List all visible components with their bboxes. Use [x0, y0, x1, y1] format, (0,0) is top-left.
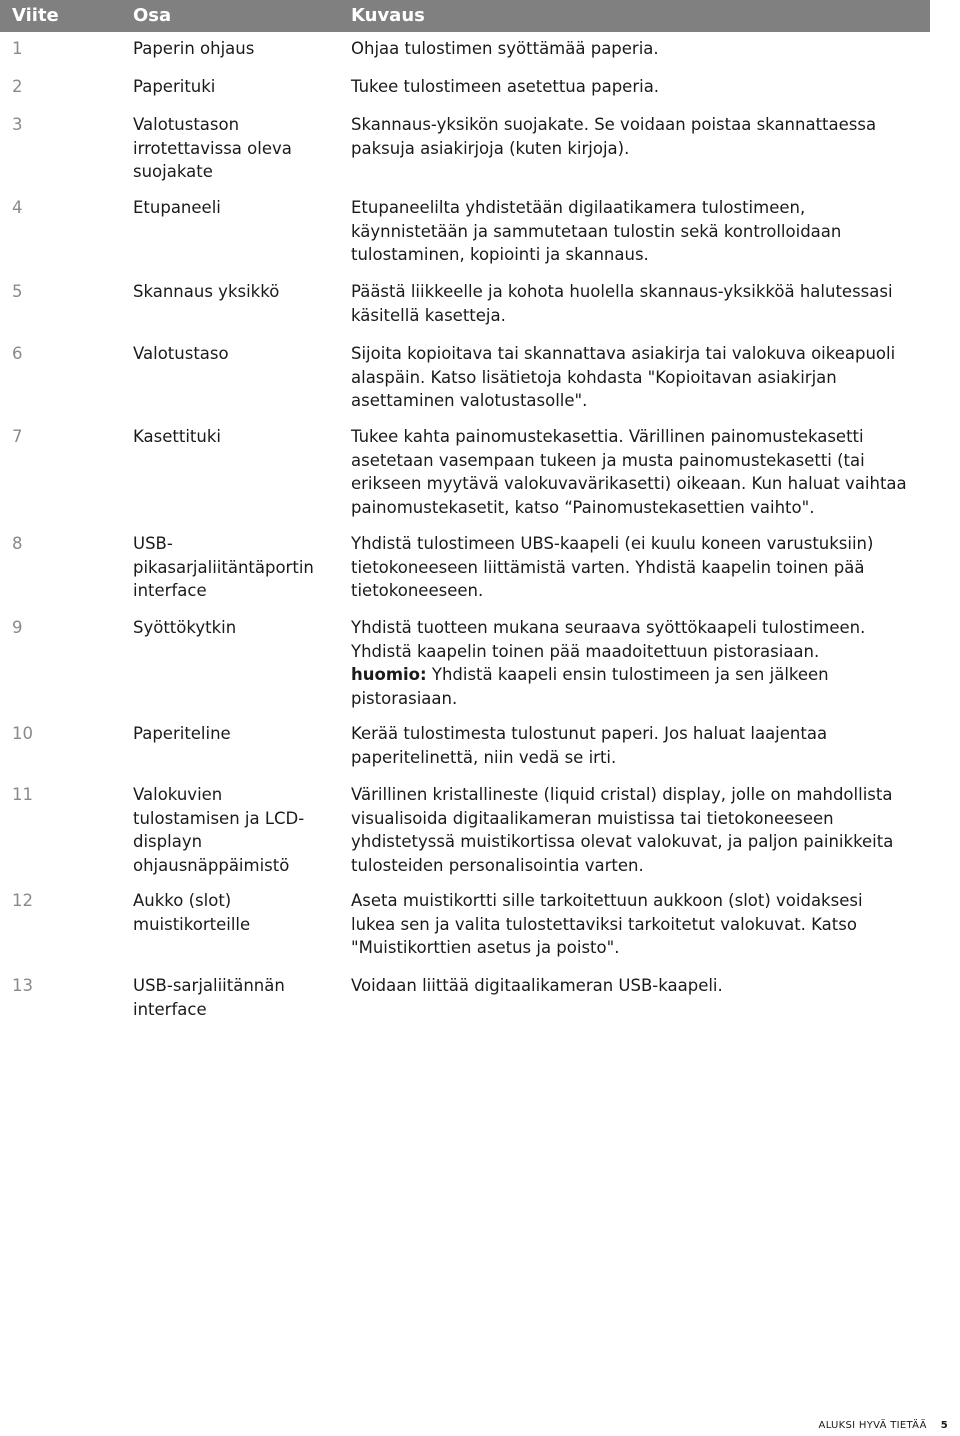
note-line — [351, 663, 926, 687]
row-part — [133, 196, 333, 220]
row-ref: 10 — [12, 724, 33, 743]
row-part — [133, 974, 333, 1021]
row-description — [351, 722, 926, 769]
row-part — [133, 37, 333, 61]
description-line: "Muistikorttien asetus ja poisto". — [351, 938, 620, 957]
row-description — [351, 113, 926, 160]
description-line: Yhdistä kaapelin toinen pää maadoitettuun pistorasiaan. — [351, 641, 820, 661]
part-line: Aukko (slot) — [133, 891, 232, 910]
row-description — [351, 280, 926, 327]
row-part — [133, 425, 333, 449]
row-part — [133, 889, 333, 936]
header-description: Kuvaus — [351, 5, 425, 26]
header-ref: Viite — [12, 5, 59, 26]
row-ref: 8 — [12, 534, 23, 553]
row-description — [351, 37, 926, 61]
row-description — [351, 974, 926, 998]
part-line: displayn — [133, 832, 203, 851]
description-line: yhdistetyssä muistikortissa olevat valokuvat, ja paljon painikkeita — [351, 832, 894, 851]
row-ref: 11 — [12, 785, 33, 804]
row-part — [133, 532, 333, 603]
row-ref: 9 — [12, 618, 23, 637]
part-line: tulostamisen ja LCD- — [133, 808, 305, 828]
part-line: pikasarjaliitäntäportin — [133, 557, 314, 577]
part-line: Skannaus yksikkö — [133, 282, 280, 301]
part-line: USB- — [133, 534, 173, 553]
page-number: 5 — [940, 1420, 948, 1431]
row-ref: 3 — [12, 115, 23, 134]
part-line: Etupaneeli — [133, 198, 221, 217]
description-line: visualisoida digitaalikameran muistissa tai tietokoneeseen — [351, 808, 834, 828]
description-line: Yhdistä tuotteen mukana seuraava syöttökaapeli tulostimeen. — [351, 618, 866, 637]
row-part — [133, 722, 333, 746]
description-line: Sijoita kopioitava tai skannattava asiakirja tai valokuva oikeapuoli — [351, 344, 896, 363]
part-line: Valokuvien — [133, 785, 223, 804]
row-description — [351, 616, 926, 710]
table-header — [0, 0, 930, 32]
description-line: alaspäin. Katso lisätietoja kohdasta "Kopioitavan asiakirjan — [351, 367, 837, 387]
row-part — [133, 616, 333, 640]
part-line: muistikorteille — [133, 914, 251, 934]
row-part — [133, 113, 333, 184]
description-line: tulostaminen, kopiointi ja skannaus. — [351, 245, 649, 264]
description-line: painomustekasetit, katso “Painomustekasettien vaihto". — [351, 497, 815, 517]
part-line: Valotustason — [133, 115, 240, 134]
description-line: tietokoneeseen liittämistä varten. Yhdistä kaapelin toinen pää — [351, 557, 865, 577]
part-line: Valotustaso — [133, 344, 229, 363]
part-line: irrotettavissa oleva — [133, 138, 292, 158]
description-line: asettaminen valotustasolle". — [351, 391, 588, 410]
row-description — [351, 342, 926, 413]
description-line: Aseta muistikortti sille tarkoitettuun aukkoon (slot) voidaksesi — [351, 891, 863, 910]
description-line: Yhdistä tulostimeen UBS-kaapeli (ei kuulu koneen varustuksiin) — [351, 534, 874, 553]
part-line: USB-sarjaliitännän — [133, 976, 285, 995]
row-ref: 7 — [12, 427, 23, 446]
description-line: Voidaan liittää digitaalikameran USB-kaapeli. — [351, 976, 723, 995]
description-line: Skannaus-yksikön suojakate. Se voidaan poistaa skannattaessa — [351, 115, 877, 134]
description-line: lukea sen ja valita tulostettaviksi tarkoitetut valokuvat. Katso — [351, 914, 857, 934]
row-part — [133, 342, 333, 366]
part-line: Paperituki — [133, 77, 216, 96]
row-ref: 6 — [12, 344, 23, 363]
note-text-line: pistorasiaan. — [351, 688, 458, 708]
part-line: Syöttökytkin — [133, 618, 237, 637]
row-ref: 12 — [12, 891, 33, 910]
row-ref: 1 — [12, 39, 23, 58]
part-line: suojakate — [133, 162, 213, 181]
row-ref: 4 — [12, 198, 23, 217]
row-description — [351, 196, 926, 267]
row-ref: 2 — [12, 77, 23, 96]
description-line: Tukee kahta painomustekasettia. Värillinen painomustekasetti — [351, 427, 864, 446]
row-description — [351, 425, 926, 519]
description-line: Tukee tulostimeen asetettua paperia. — [351, 77, 660, 96]
note-text: Yhdistä kaapeli ensin tulostimeen ja sen jälkeen — [426, 665, 829, 684]
part-line: ohjausnäppäimistö — [133, 855, 290, 875]
part-line: interface — [133, 999, 207, 1019]
header-part: Osa — [133, 5, 172, 26]
description-line: Värillinen kristallineste (liquid cristal) display, jolle on mahdollista — [351, 785, 893, 804]
row-ref: 5 — [12, 282, 23, 301]
row-description — [351, 889, 926, 960]
description-line: käsitellä kasetteja. — [351, 305, 506, 325]
row-description — [351, 75, 926, 99]
note-label: huomio: — [351, 665, 427, 684]
row-ref: 13 — [12, 976, 33, 995]
part-line: Paperin ohjaus — [133, 39, 255, 58]
description-line: tulosteiden personalisointia varten. — [351, 855, 644, 875]
description-line: tietokoneeseen. — [351, 581, 484, 600]
page-footer — [819, 1420, 948, 1431]
description-line: paperitelinettä, niin vedä se irti. — [351, 747, 617, 767]
row-part — [133, 280, 333, 304]
description-line: Etupaneelilta yhdistetään digilaatikamera tulostimeen, — [351, 198, 806, 217]
description-line: käynnistetään ja sammutetaan tulostin sekä kontrolloidaan — [351, 221, 842, 241]
description-line: Kerää tulostimesta tulostunut paperi. Jos haluat laajentaa — [351, 724, 828, 743]
row-part — [133, 75, 333, 99]
row-description — [351, 532, 926, 603]
description-line: Päästä liikkeelle ja kohota huolella skannaus-yksikköä halutessasi — [351, 282, 893, 301]
row-part — [133, 783, 333, 877]
part-line: Paperiteline — [133, 724, 231, 743]
description-line: Ohjaa tulostimen syöttämää paperia. — [351, 39, 659, 58]
part-line: Kasettituki — [133, 427, 221, 446]
description-line: asetetaan vasempaan tukeen ja musta painomustekasetti (tai — [351, 450, 865, 470]
description-line: paksuja asiakirjoja (kuten kirjoja). — [351, 138, 630, 158]
footer-section: ALUKSI HYVÄ TIETÄÄ — [818, 1420, 927, 1431]
part-line: interface — [133, 581, 207, 600]
description-line: erikseen myytävä valokuvavärikasetti) oikeaan. Kun haluat vaihtaa — [351, 474, 907, 493]
row-description — [351, 783, 926, 877]
